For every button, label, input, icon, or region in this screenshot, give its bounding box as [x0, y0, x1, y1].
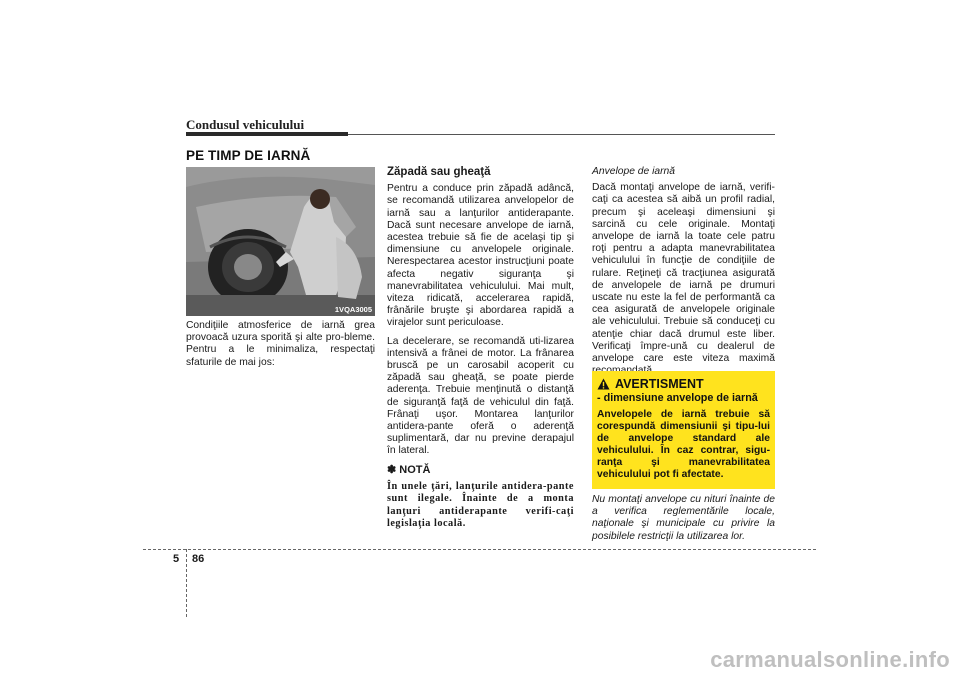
winter-tire-photo: [186, 167, 375, 316]
footer-divider: [186, 549, 187, 617]
note-heading: ✽ NOTĂ: [387, 463, 431, 476]
intro-text: Condiţiile atmosferice de iarnă grea provoacă uzura sporită şi alte pro-bleme. Pentru a le minimaliza, respectaţi sfaturile de mai jos:: [186, 320, 375, 368]
column-3: [592, 166, 775, 383]
warning-box: [592, 371, 775, 489]
snow-ice-paragraph-2: La decelerare, se recomandă uti-lizarea intensivă a frânei de motor. La frânarea bruscă pe un carosabil acoperit cu zăpadă sau gheaţă, se poate pierde aderenţa. Trebuie menţinută o distanţă de siguranţă faţă de vehiculul din faţă. Frânaţi uşor. Montarea lanţurilor antidera-pante oferă o aderenţă suplimentară, dar nu previne derapajul în lateral.: [387, 335, 574, 457]
chapter-title: Condusul vehiculului: [186, 117, 305, 132]
studded-tires-note: Nu montaţi anvelope cu nituri înainte de a verifica reglementările locale, naţionale şi municipale cu privire la posibilele restricţii la utilizarea lor.: [592, 494, 775, 542]
winter-tires-heading: Anvelope de iarnă: [592, 166, 676, 177]
warning-triangle-icon: [597, 378, 610, 390]
warning-header: [597, 377, 775, 391]
snow-ice-paragraph-1: Pentru a conduce prin zăpadă adâncă, se recomandă utilizarea anvelopelor de iarnă sau a lanţurilor antiderapante. Dacă sunt necesare anvelope de iarnă, acestea trebuie să fie de acelaşi tip şi dimensiune cu anvelopele originale. Nerespectarea acestor instrucţiuni poate afecta negativ siguranţa şi manevrabilitatea vehiculului. Mai mult, viteza ridicată, accelerarea rapidă, frânările bruşte şi abordarea rapidă a virajelor sunt periculoase.: [387, 183, 574, 329]
winter-tires-paragraph: Dacă montaţi anvelope de iarnă, verifi-caţi ca acestea să aibă un profil radial, precum şi aceleaşi dimensiuni şi sarcină cu cele originale. Montaţi anvelope de iarnă la toate cele patru roţi pentru a adapta manevrabilitatea vehiculului în funcţie de condiţiile de rulare. Reţineţi că tracţiunea asigurată de anvelopele de iarnă pe drumuri uscate nu este la fel de performantă ca cea asigurată de anvelopele originale ale vehiculului. Trebuie să conduceţi cu atenţie chiar dacă drumul este liber. Verificaţi împre-ună cu dealerul de anvelope care este viteza maximă: [592, 182, 775, 365]
warning-subtitle: - dimensiune anvelope de iarnă: [597, 392, 758, 404]
warning-title: AVERTISMENT: [615, 377, 704, 391]
warning-body: Anvelopele de iarnă trebuie să corespundă dimensiunii şi tipu-lui de anvelope standard ale vehiculului. În caz contrar, sigu-ranţa şi manevrabilitatea vehiculului pot fi afectate.: [597, 409, 770, 480]
note-body: În unele ţări, lanţurile antidera-pante sunt ilegale. Înainte de a monta lanţuri antiderapante verifi-caţi legislaţia locală.: [387, 480, 574, 530]
header-bar: [186, 132, 348, 136]
snow-ice-heading: Zăpadă sau gheaţă: [387, 166, 491, 178]
header-rule: [348, 134, 775, 135]
column-2: [387, 166, 574, 531]
column-1: [186, 320, 375, 375]
page-number: 86: [192, 553, 205, 565]
footer-rule: [143, 549, 816, 550]
section-title: PE TIMP DE IARNĂ: [186, 148, 311, 163]
watermark: carmanualsonline.info: [710, 647, 950, 672]
chapter-number: 5: [173, 553, 180, 565]
photo-illustration: [186, 167, 375, 316]
figure-code: 1VQA3005: [334, 305, 372, 314]
